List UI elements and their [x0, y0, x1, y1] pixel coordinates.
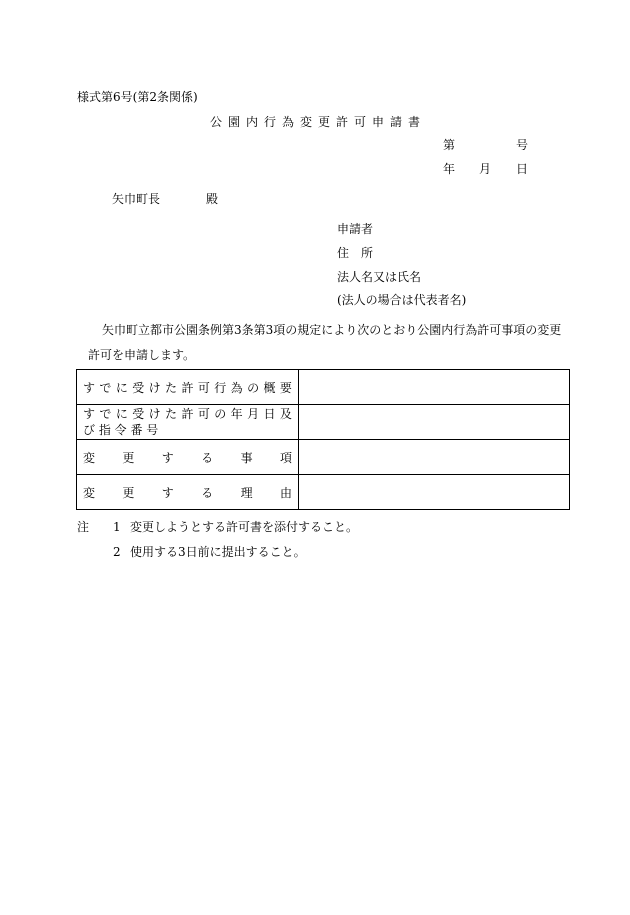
label-char: 年	[230, 407, 243, 421]
note-text: 変更しようとする許可書を添付すること。	[130, 520, 359, 534]
row-label-change-reason	[77, 475, 299, 510]
label-char: で	[99, 380, 112, 395]
label-char: で	[99, 407, 112, 421]
label-char: け	[148, 380, 161, 395]
addressee-honorific: 殿	[206, 192, 219, 206]
date-day: 日	[516, 162, 529, 176]
label-char: 理	[240, 485, 253, 500]
label-char: 要	[279, 380, 292, 395]
label-char: に	[115, 407, 128, 421]
note-number: 1	[113, 520, 121, 534]
existing-permit-summary-field[interactable]	[299, 370, 570, 405]
label-char: 許	[181, 380, 194, 395]
row-label-changed-matters	[77, 440, 299, 475]
label-char: 変	[83, 485, 96, 500]
row-label-existing-permit-summary	[77, 370, 299, 405]
label-char: す	[161, 450, 174, 465]
notes-heading: 注	[77, 520, 90, 534]
label-char: 許	[181, 407, 194, 421]
addressee-name: 矢巾町長	[112, 192, 161, 206]
row-label-existing-permit-date-number	[77, 405, 299, 440]
spread-label	[83, 449, 292, 466]
change-reason-field[interactable]	[299, 475, 570, 510]
label-char: 受	[132, 407, 145, 421]
label-char: 変	[83, 450, 96, 465]
table-row	[77, 405, 570, 440]
label-char: す	[83, 380, 96, 395]
note-number: 2	[113, 545, 121, 559]
body-text-line-1: 矢巾町立都市公園条例第3条第3項の規定により次のとおり公園内行為許可事項の変更	[102, 323, 562, 337]
number-suffix: 号	[516, 138, 529, 152]
label-char: の	[214, 407, 227, 421]
table-row	[77, 475, 570, 510]
name-label: 法人名又は氏名	[337, 270, 422, 284]
date-year: 年	[443, 162, 456, 176]
table-row	[77, 440, 570, 475]
form-number: 様式第6号(第2条関係)	[77, 90, 198, 104]
label-char: す	[83, 407, 96, 421]
label-char: 由	[279, 485, 292, 500]
label-char: 為	[230, 380, 243, 395]
label-char: 可	[197, 380, 210, 395]
label-char: 月	[247, 407, 260, 421]
body-text-line-2: 許可を申請します。	[88, 348, 196, 362]
label-char: 項	[279, 450, 292, 465]
label-char: 行	[214, 380, 227, 395]
label-char: 日	[263, 407, 276, 421]
label-char: の	[247, 380, 260, 395]
spread-label	[83, 379, 292, 396]
label-char: る	[201, 485, 214, 500]
applicant-label: 申請者	[337, 222, 374, 236]
row-label-line-2: び 指 令 番 号	[83, 423, 159, 437]
note-text: 使用する3日前に提出すること。	[130, 545, 306, 559]
label-char: す	[161, 485, 174, 500]
document-title: 公園内行為変更許可申請書	[210, 115, 427, 129]
label-char: た	[165, 380, 178, 395]
label-char: 受	[132, 380, 145, 395]
label-char: 更	[122, 485, 135, 500]
changed-matters-field[interactable]	[299, 440, 570, 475]
address-label: 住 所	[337, 246, 374, 260]
label-char: る	[201, 450, 214, 465]
application-table	[76, 369, 570, 510]
label-char: 可	[197, 407, 210, 421]
date-month: 月	[479, 162, 492, 176]
label-char: 更	[122, 450, 135, 465]
label-char: け	[148, 407, 161, 421]
number-prefix: 第	[443, 138, 456, 152]
spread-label	[83, 406, 292, 422]
label-char: 概	[263, 380, 276, 395]
existing-permit-date-number-field[interactable]	[299, 405, 570, 440]
label-char: 及	[279, 407, 292, 421]
table-row	[77, 370, 570, 405]
label-char: 事	[240, 450, 253, 465]
label-char: に	[115, 380, 128, 395]
representative-label: (法人の場合は代表者名)	[337, 293, 467, 307]
spread-label	[83, 484, 292, 501]
label-char: た	[165, 407, 178, 421]
